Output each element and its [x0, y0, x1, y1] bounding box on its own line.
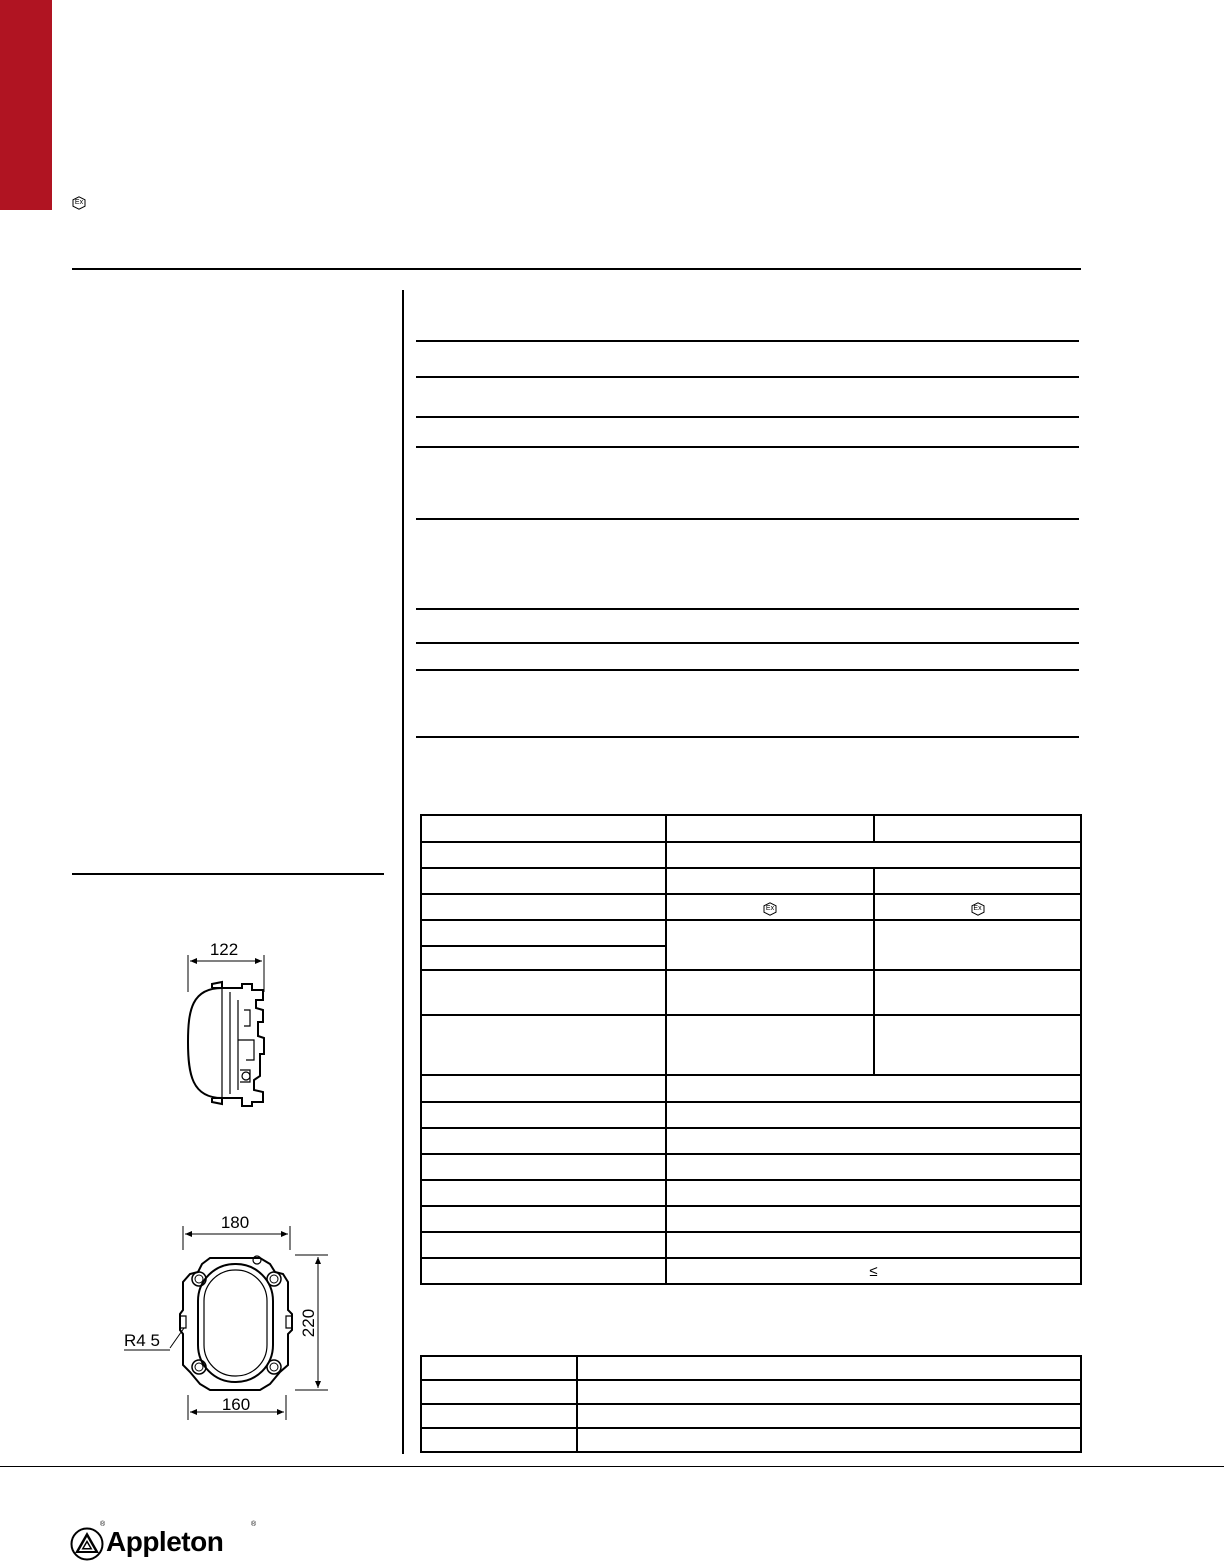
section-rule [416, 518, 1079, 520]
registered-mark: ® [100, 1521, 106, 1528]
table-row [421, 842, 1081, 868]
table-row [421, 1258, 1081, 1284]
section-rule [416, 669, 1079, 671]
table-row [421, 815, 1081, 842]
table-row [421, 1380, 1081, 1404]
table-row [421, 1075, 1081, 1102]
table-row [421, 1428, 1081, 1452]
table-row [421, 894, 1081, 920]
top-height-label: 220 [299, 1308, 318, 1338]
side-width-label: 122 [209, 940, 239, 959]
section-rule [416, 642, 1079, 644]
table-row [421, 1206, 1081, 1232]
radius-label: R4 5 [124, 1331, 160, 1350]
table-row [421, 1356, 1081, 1380]
header-rule [72, 268, 1081, 270]
ex-hexagon-icon: Ex [971, 902, 985, 916]
table-row [421, 970, 1081, 1015]
section-rule [416, 416, 1079, 418]
table-row [421, 1232, 1081, 1258]
appleton-logo [70, 1521, 290, 1564]
column-divider [402, 290, 404, 1454]
spec-table [420, 814, 1082, 1285]
brand-name: Appleton [106, 1526, 224, 1557]
section-rule [416, 608, 1079, 610]
ex-hexagon-icon: Ex [763, 902, 777, 916]
table-row [421, 1128, 1081, 1154]
red-accent-bar [0, 0, 52, 210]
section-rule [416, 340, 1079, 342]
table-row [421, 1404, 1081, 1428]
table-row [421, 1180, 1081, 1206]
top-base-label: 160 [221, 1395, 251, 1414]
table-row [421, 920, 1081, 946]
dimensions-rule [72, 873, 384, 875]
table-row [421, 1102, 1081, 1128]
ex-hexagon-icon: Ex [72, 196, 86, 210]
table-row [421, 868, 1081, 894]
side-view-drawing [150, 930, 300, 1130]
table-row [421, 1015, 1081, 1075]
leq-symbol: ≤ [666, 1258, 1081, 1284]
section-rule [416, 736, 1079, 738]
registered-mark: ® [251, 1521, 257, 1528]
section-rule [416, 446, 1079, 448]
ordering-table [420, 1355, 1082, 1453]
top-view-drawing [120, 1210, 340, 1430]
table-row [421, 1154, 1081, 1180]
footer-rule [0, 1466, 1224, 1467]
appleton-triangle-logo-icon [70, 1527, 104, 1561]
section-rule [416, 376, 1079, 378]
top-width-label: 180 [220, 1213, 250, 1232]
